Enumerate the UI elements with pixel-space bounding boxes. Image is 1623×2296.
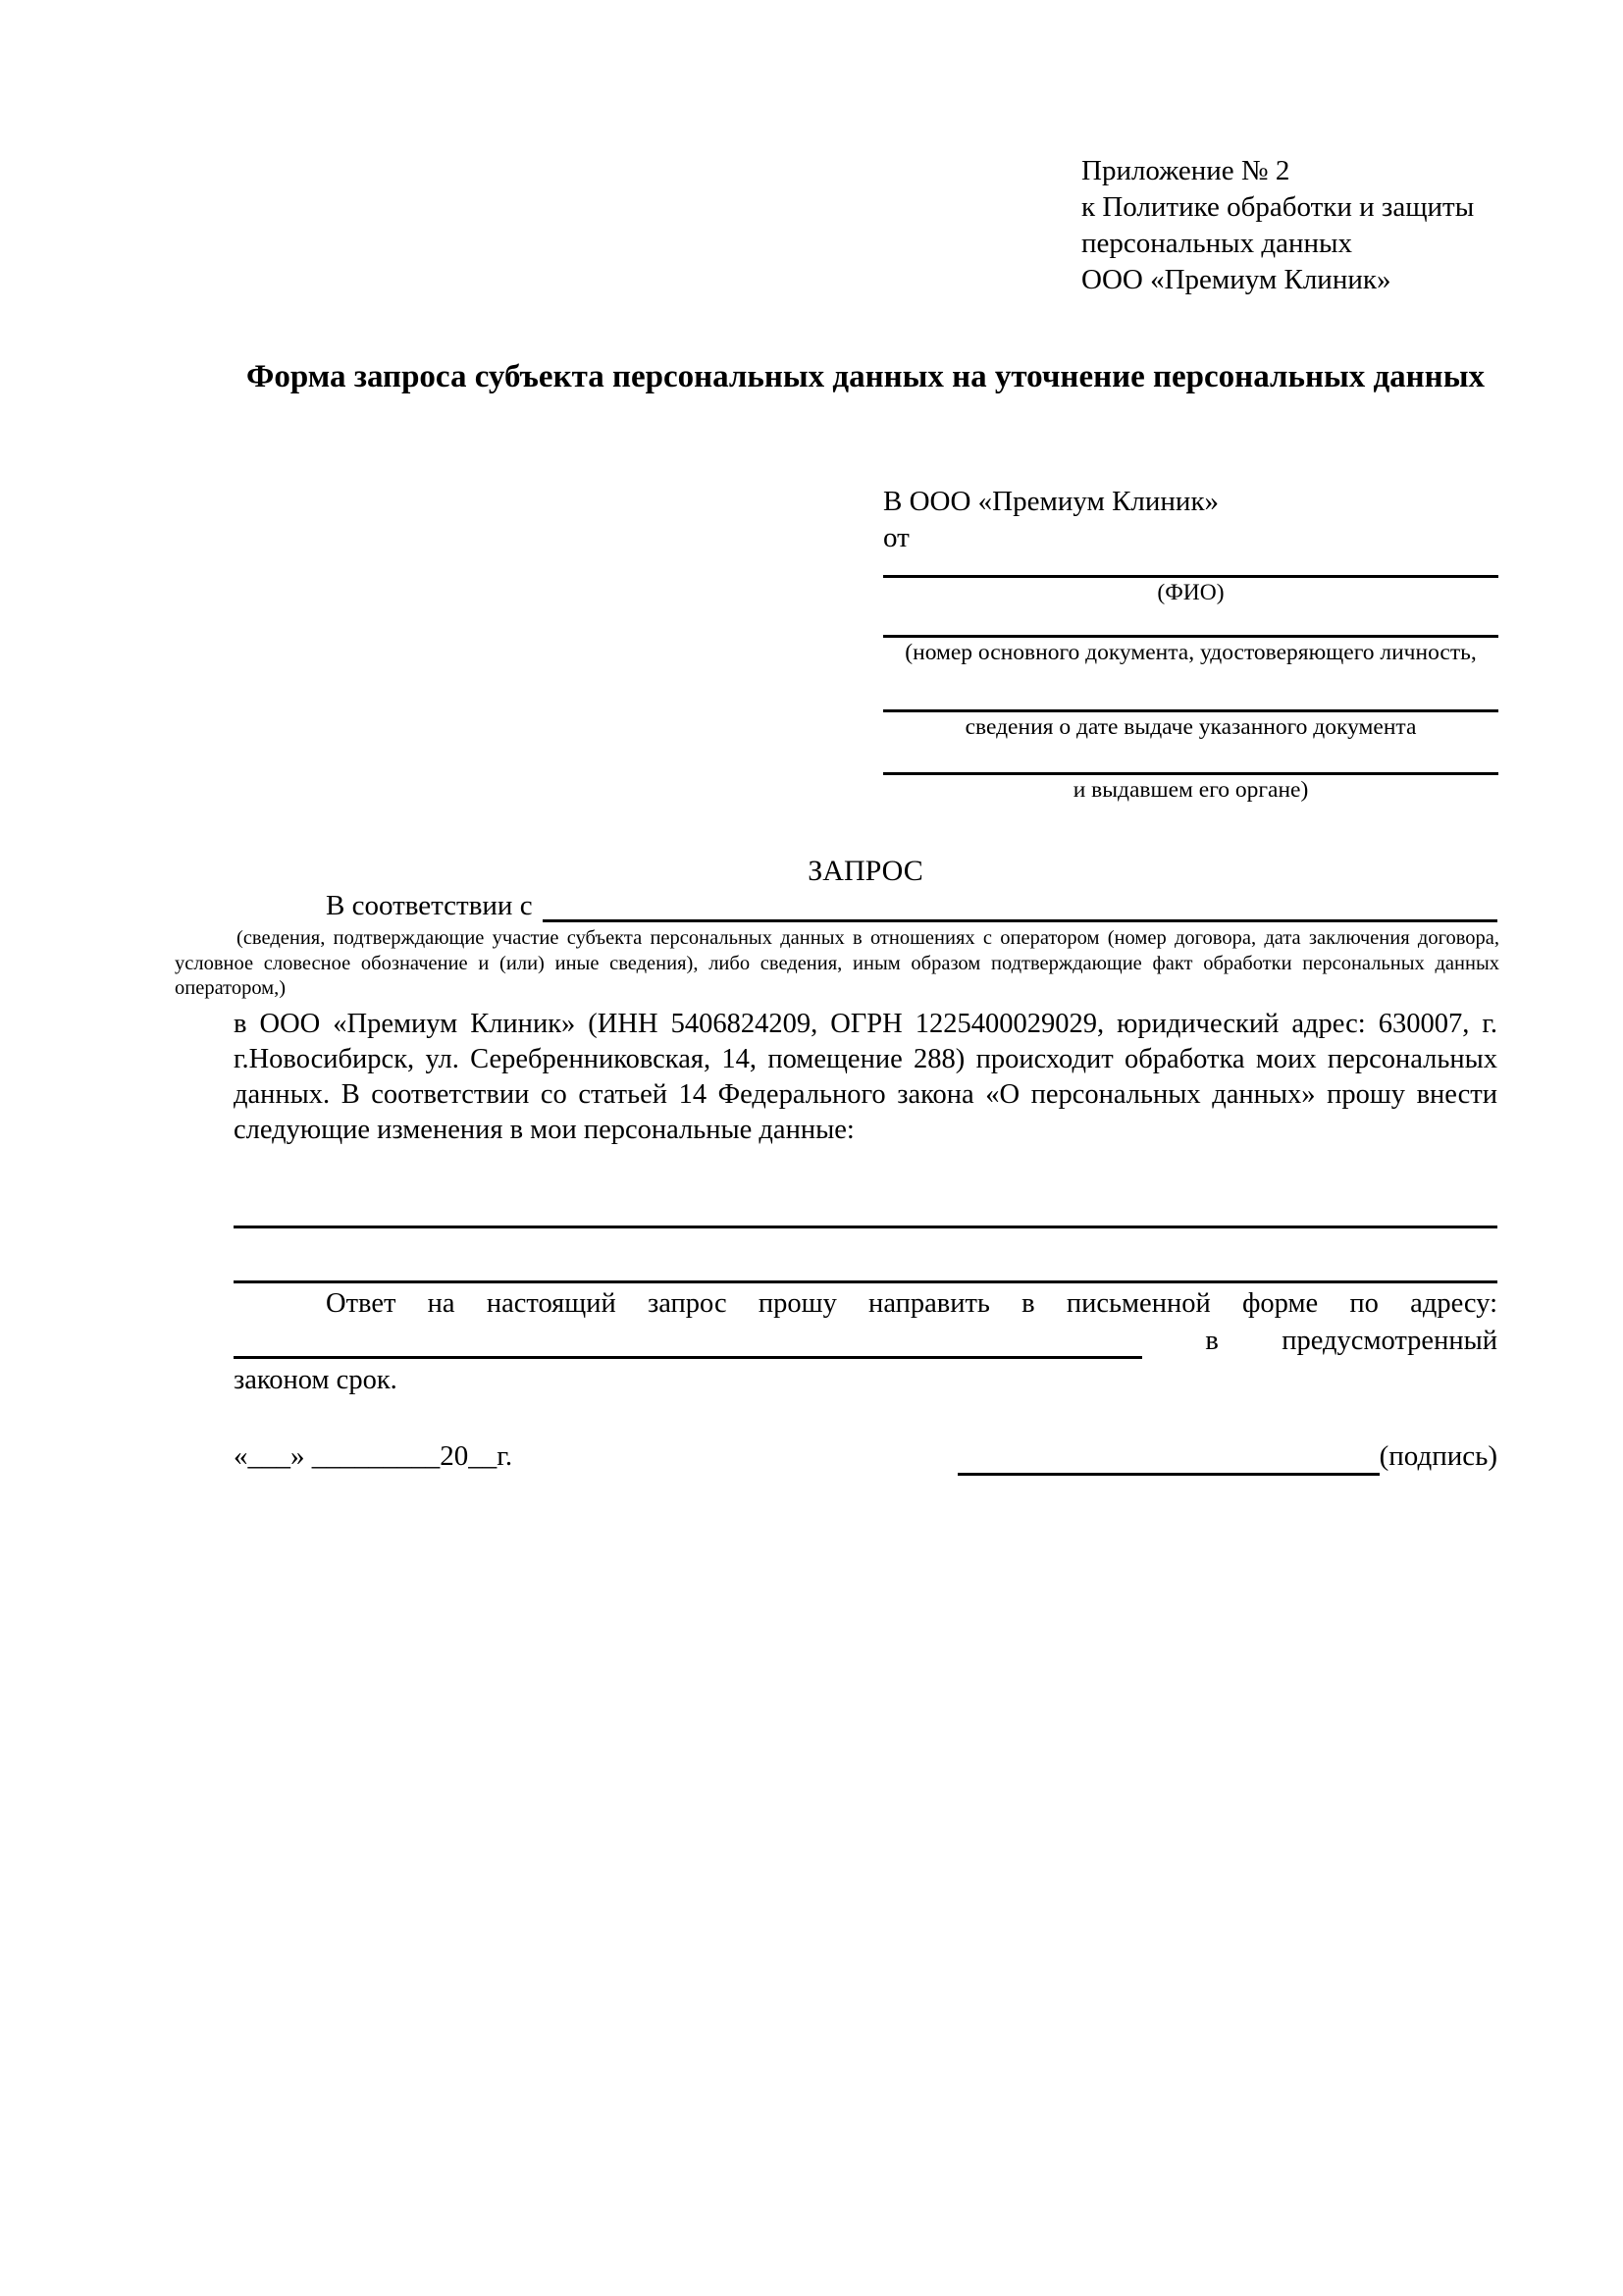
issuing-authority-caption: и выдавшем его органе) (1073, 777, 1309, 803)
accordance-blank-line (543, 888, 1497, 922)
date-signature-row (234, 1436, 1497, 1476)
accordance-footnote: (сведения, подтверждающие участие субъекта персональных данных в отношениях с оператором (номер договора, дата заключения договора, условное словесное обозначение и (или) иные сведения), либо сведения, иным образом подтверждающие факт обработки персональных данных оператором,) (175, 927, 1499, 999)
signature-caption: (подпись) (1379, 1440, 1497, 1472)
issue-date-caption: сведения о дате выдаче указанного документа (965, 714, 1417, 740)
reply-word-prescribed: предусмотренный (1282, 1326, 1497, 1356)
fio-caption: (ФИО) (1157, 580, 1225, 605)
addressee-block (883, 484, 1498, 805)
issue-date-blank-line (883, 667, 1498, 712)
changes-blank-line-1 (234, 1226, 1497, 1228)
appendix-note-line: персональных данных (1081, 228, 1353, 259)
addressee-from-label: от (883, 522, 910, 553)
changes-blank-line-2 (234, 1280, 1497, 1283)
reply-address-blank-line (234, 1323, 1142, 1359)
fio-blank-line (883, 556, 1498, 578)
appendix-note-line: Приложение № 2 (1081, 155, 1290, 186)
reply-sentence: Ответ на настоящий запрос прошу направить в письменной форме по адресу: (326, 1288, 1497, 1319)
accordance-line (234, 889, 1497, 922)
request-body-paragraph: в ООО «Премиум Клиник» (ИНН 5406824209, ОГРН 1225400029029, юридический адрес: 630007, г. г.Новосибирск, ул. Серебренниковская, 14, помещение 288) происходит обработка моих персональных данных. В соответствии со статьей 14 Федерального закона «О персональных данных» прошу внести следующие изменения в мои персональные данные: (234, 1009, 1497, 1145)
appendix-note-line: ООО «Премиум Клиник» (1081, 264, 1391, 295)
reply-word-in: в (1205, 1326, 1219, 1356)
form-title: Форма запроса субъекта персональных данных на уточнение персональных данных (246, 359, 1485, 394)
reply-tail: законом срок. (234, 1365, 397, 1395)
issuing-authority-blank-line (883, 742, 1498, 775)
signature-blank-line (958, 1437, 1380, 1476)
appendix-note-line: к Политике обработки и защиты (1081, 191, 1475, 223)
accordance-prefix: В соответствии с (326, 890, 533, 921)
addressee-to: В ООО «Премиум Клиник» (883, 486, 1220, 517)
request-heading: ЗАПРОС (808, 855, 923, 887)
id-document-number-blank-line (883, 607, 1498, 638)
reply-address-row (234, 1322, 1497, 1359)
signature-area (958, 1436, 1497, 1476)
id-document-number-caption: (номер основного документа, удостоверяющего личность, (905, 640, 1477, 665)
date-line: «___» _________20__г. (234, 1440, 513, 1472)
appendix-note (1081, 153, 1474, 298)
